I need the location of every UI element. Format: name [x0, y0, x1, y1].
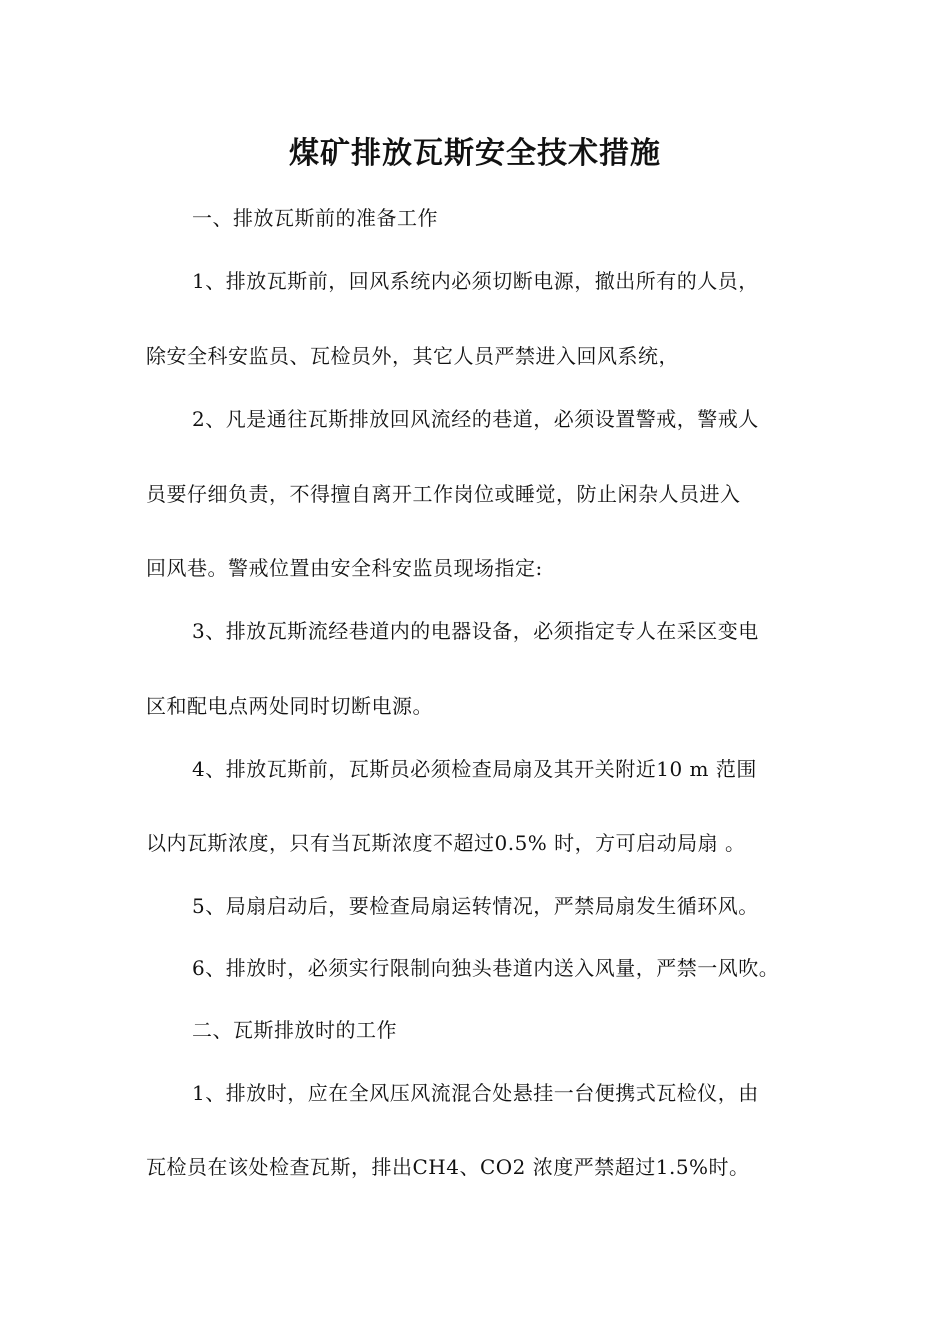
paragraph-line: 1、排放瓦斯前，回风系统内必须切断电源，撤出所有的人员，	[192, 269, 759, 293]
section-heading-1: 一、排放瓦斯前的准备工作	[192, 206, 438, 230]
paragraph-line: 除安全科安监员、瓦检员外，其它人员严禁进入回风系统，	[146, 344, 679, 368]
paragraph-line: 回风巷。警戒位置由安全科安监员现场指定:	[146, 556, 543, 580]
section-heading-2: 二、瓦斯排放时的工作	[192, 1018, 397, 1042]
paragraph-line: 5、局扇启动后，要检查局扇运转情况，严禁局扇发生循环风。	[192, 894, 759, 918]
paragraph-line: 区和配电点两处同时切断电源。	[146, 694, 433, 718]
paragraph-line: 员要仔细负责，不得擅自离开工作岗位或睡觉，防止闲杂人员进入	[146, 482, 741, 506]
paragraph-line: 2、凡是通往瓦斯排放回风流经的巷道，必须设置警戒，警戒人	[192, 407, 759, 431]
paragraph-line: 3、排放瓦斯流经巷道内的电器设备，必须指定专人在采区变电	[192, 619, 759, 643]
document-title: 煤矿排放瓦斯安全技术措施	[289, 136, 661, 171]
paragraph-line: 以内瓦斯浓度，只有当瓦斯浓度不超过0.5% 时，方可启动局扇 。	[146, 831, 746, 855]
paragraph-line: 瓦检员在该处检查瓦斯，排出CH4、CO2 浓度严禁超过1.5%时。	[146, 1155, 750, 1179]
paragraph-line: 1、排放时，应在全风压风流混合处悬挂一台便携式瓦检仪，由	[192, 1081, 759, 1105]
paragraph-line: 4、排放瓦斯前，瓦斯员必须检查局扇及其开关附近10 m 范围	[192, 757, 757, 781]
paragraph-line: 6、排放时，必须实行限制向独头巷道内送入风量，严禁一风吹。	[192, 956, 780, 980]
